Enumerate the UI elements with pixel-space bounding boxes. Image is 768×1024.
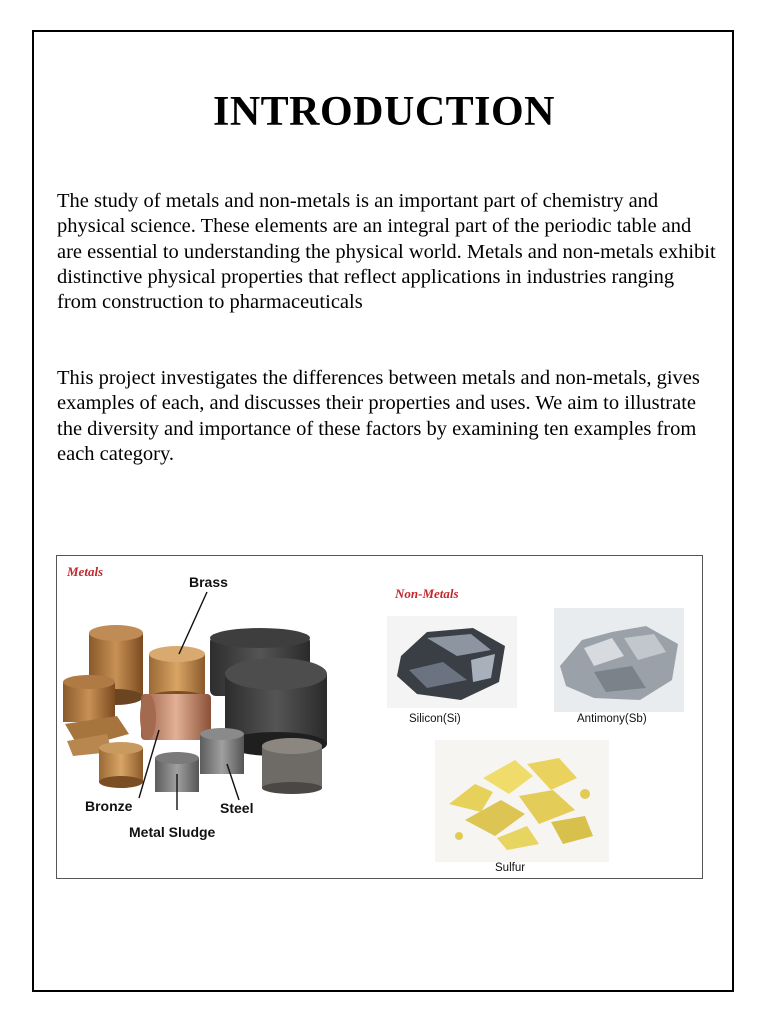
intro-paragraph-2: This project investigates the differences between metals and non-metals, gives examples of each, and discusses their properties and uses. We aim to illustrate the diversity and importance of these factors by examining ten examples from each category. xyxy=(57,367,700,465)
metals-caption: Metals xyxy=(67,564,104,579)
antimony-photo xyxy=(554,608,684,712)
label-brass: Brass xyxy=(189,574,228,590)
silicon-photo xyxy=(387,616,517,708)
bronze-cylinder xyxy=(99,742,143,788)
metals-nonmetals-figure xyxy=(56,555,703,879)
label-metal-sludge: Metal Sludge xyxy=(129,824,216,840)
sulfur-photo xyxy=(435,740,609,862)
label-sulfur: Sulfur xyxy=(495,862,526,874)
metals-photo xyxy=(57,556,387,879)
label-bronze: Bronze xyxy=(85,798,133,814)
intro-paragraph-1: The study of metals and non-metals is an important part of chemistry and physical science. These elements are an integral part of the periodic table and are essential to understanding the physical world. Metals and non-metals exhibit distinctive physical properties that reflect applications in industries ranging from construction to pharmaceuticals xyxy=(57,190,716,314)
label-steel: Steel xyxy=(220,800,254,816)
page-title: INTRODUCTION xyxy=(212,89,556,135)
grey-cylinder-right xyxy=(262,738,322,794)
nonmetals-caption: Non-Metals xyxy=(395,586,459,601)
label-antimony: Antimony(Sb) xyxy=(577,713,647,725)
label-silicon: Silicon(Si) xyxy=(409,713,461,725)
steel-cylinder xyxy=(200,728,244,774)
